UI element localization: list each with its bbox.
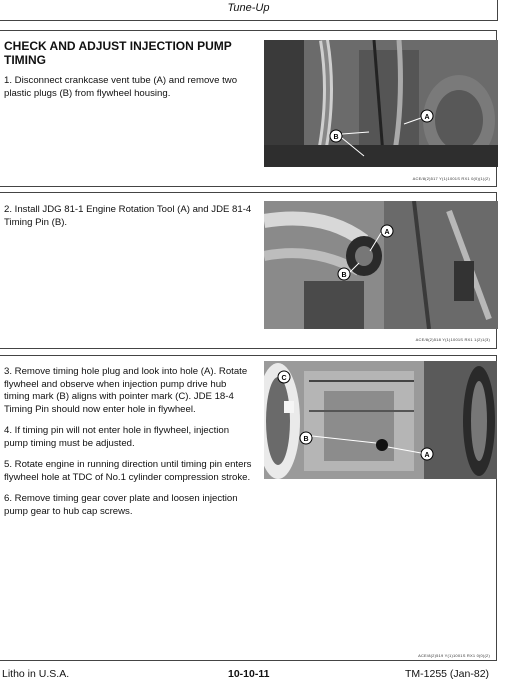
- footer-litho: Litho in U.S.A.: [2, 668, 70, 680]
- step-6: 6. Remove timing gear cover plate and loosen injection pump gear to hub cap screws.: [4, 493, 238, 517]
- section-3-text: [4, 366, 254, 527]
- section-2-text: [4, 204, 254, 238]
- callout-c: [278, 371, 290, 383]
- figure-2-photo: [264, 201, 498, 329]
- svg-text:B: B: [333, 134, 339, 141]
- svg-text:A: A: [424, 452, 430, 459]
- figure-1-photo: [264, 40, 498, 167]
- footer-page-number: 10-10-11: [228, 668, 270, 680]
- svg-text:A: A: [384, 229, 390, 236]
- section-title: CHECK AND ADJUST INJECTION PUMP TIMING: [4, 39, 232, 67]
- footer-doc-number: TM-1255 (Jan-82): [405, 668, 490, 680]
- svg-text:B: B: [341, 272, 347, 279]
- step-3: 3. Remove timing hole plug and look into hole (A). Rotate flywheel and observe when injection pump drive hub timing mark (B) aligns with pointer mark (C). JDE 18-4 Timing Pin should now enter hole in flywheel.: [4, 366, 248, 415]
- step-5: 5. Rotate engine in running direction until timing pin enters flywheel hole at TDC of No.1 cylinder compression stroke.: [4, 459, 252, 483]
- page-header: [0, 0, 498, 21]
- svg-text:C: C: [281, 375, 287, 382]
- figure-3-photo: [264, 361, 497, 479]
- svg-text:B: B: [303, 436, 309, 443]
- header-title: Tune-Up: [227, 2, 270, 14]
- step-2: 2. Install JDG 81-1 Engine Rotation Tool (A) and JDE 81-4 Timing Pin (B).: [4, 204, 252, 228]
- section-install-rotation-tool: [0, 192, 497, 349]
- step-4: 4. If timing pin will not enter hole in flywheel, injection pump timing must be adjusted.: [4, 425, 230, 449]
- section-check-adjust-timing: [0, 30, 497, 187]
- figure-3-id: ACE/8(2)519 Y(1)1001S RX1 0(0)(2): [418, 653, 490, 658]
- svg-text:A: A: [424, 114, 430, 121]
- figure-2-id: ACE/8(2)518 Y(1)1001S RX1 1(2)1(3): [415, 337, 490, 342]
- section-1-text: [4, 39, 254, 109]
- section-timing-procedure: [0, 355, 497, 661]
- figure-1-id: ACE/8(2)517 Y(1)1001S RX1 0(0)(1)(2): [412, 176, 490, 181]
- step-1: 1. Disconnect crankcase vent tube (A) and remove two plastic plugs (B) from flywheel housing.: [4, 75, 238, 99]
